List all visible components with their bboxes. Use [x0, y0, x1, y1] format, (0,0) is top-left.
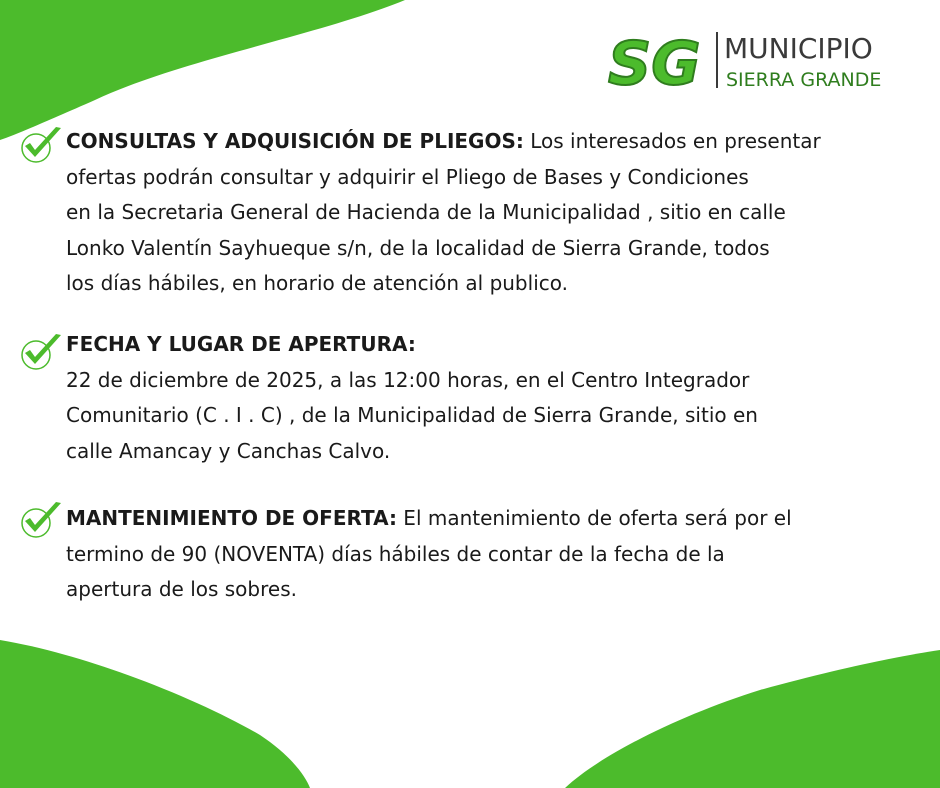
logo-line1: MUNICIPIO	[724, 32, 873, 65]
section-text: ofertas podrán consultar y adquirir el Pliego de Bases y Condiciones	[66, 164, 749, 189]
municipio-logo	[606, 24, 916, 96]
section-text: Comunitario (C . I . C) , de la Municipalidad de Sierra Grande, sitio en	[66, 403, 758, 427]
checkmark-icon	[20, 333, 64, 371]
bottom-left-wave	[0, 640, 310, 788]
logo-divider	[716, 32, 718, 88]
section-text: los días hábiles, en horario de atención al publico.	[66, 271, 568, 295]
checkmark-icon	[20, 501, 64, 539]
checkmark-icon	[20, 126, 64, 164]
section-text: calle Amancay y Canchas Calvo.	[66, 438, 391, 463]
logo-line2: SIERRA GRANDE	[726, 69, 882, 91]
section-heading: CONSULTAS Y ADQUISICIÓN DE PLIEGOS:	[66, 129, 524, 153]
top-left-wave	[0, 0, 405, 140]
section-text: Los interesados en presentar	[523, 129, 821, 153]
section-text: El mantenimiento de oferta será por el	[396, 506, 792, 530]
section-text: apertura de los sobres.	[66, 577, 297, 601]
logo-initials: SG	[608, 29, 701, 96]
bottom-right-wave	[565, 650, 940, 788]
section-heading: MANTENIMIENTO DE OFERTA:	[66, 506, 397, 530]
section-text: Lonko Valentín Sayhueque s/n, de la localidad de Sierra Grande, todos	[66, 235, 770, 260]
section-heading: FECHA Y LUGAR DE APERTURA:	[66, 332, 416, 356]
section-text: 22 de diciembre de 2025, a las 12:00 horas, en el Centro Integrador	[66, 367, 750, 392]
section-text: termino de 90 (NOVENTA) días hábiles de contar de la fecha de la	[66, 541, 725, 566]
section-text: en la Secretaria General de Hacienda de la Municipalidad , sitio en calle	[66, 200, 786, 224]
